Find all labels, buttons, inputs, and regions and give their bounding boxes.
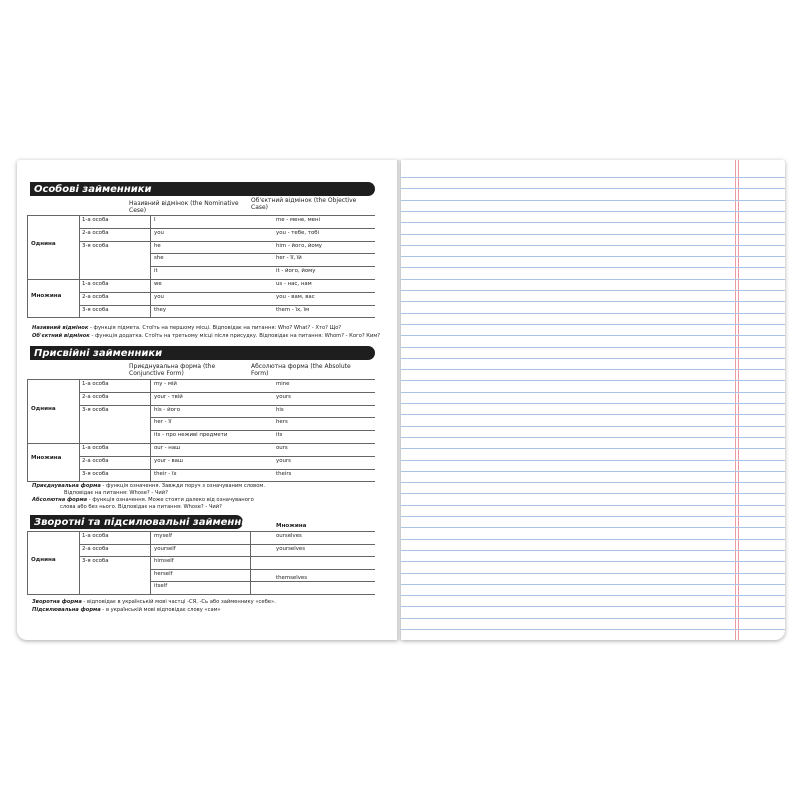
pronoun-cell: I — [154, 217, 156, 223]
table-row-line — [79, 556, 375, 557]
table-row-line — [79, 305, 375, 306]
ruled-line — [401, 290, 785, 291]
person-cell: 3-я особа — [82, 242, 109, 249]
pronoun-form-cell: you - тебе, тобі — [276, 229, 320, 236]
pronoun-cell: our - наш — [154, 445, 181, 451]
table-row-line — [79, 228, 375, 229]
person-cell: 3-я особа — [82, 306, 109, 313]
pronoun-form-cell: hers — [276, 419, 288, 426]
section-title: Зворотні та підсилювальні займенники — [34, 516, 263, 528]
ruled-line — [401, 358, 785, 359]
ruled-line — [401, 527, 785, 528]
section-title-bar — [30, 346, 375, 360]
ruled-line — [401, 516, 785, 517]
pronoun-form-cell: yours — [276, 393, 291, 400]
pronoun-cell: its - про неживі предмети — [154, 432, 228, 439]
pronoun-cell: herself — [154, 570, 173, 577]
ruled-line — [401, 539, 785, 540]
ruled-line — [401, 493, 785, 494]
table-row-line — [79, 456, 375, 457]
pronoun-form-cell: ourselves — [276, 533, 302, 539]
ruled-line — [401, 403, 785, 404]
ruled-line — [401, 606, 785, 607]
singular-label: Однина — [31, 241, 56, 247]
column-header: Приєднувальна форма (the Conjunctive Form) — [129, 363, 216, 377]
column-header: Об'єктний відмінок (the Objective Case) — [251, 197, 357, 211]
singular-label: Однина — [31, 406, 56, 412]
pronoun-cell: yourself — [154, 545, 176, 552]
person-cell: 1-а особа — [82, 533, 109, 539]
ruled-line — [401, 369, 785, 370]
table-col-line — [79, 215, 80, 317]
ruled-line — [401, 211, 785, 212]
note-line: Приєднувальна форма - функція означення. Завжди поруч з означуваним словом. — [32, 483, 265, 489]
table-col-line — [150, 215, 151, 317]
section-title-bar — [30, 182, 375, 196]
table-row-line — [150, 266, 375, 267]
ruled-line — [401, 595, 785, 596]
person-cell: 1-а особа — [82, 381, 109, 387]
pronoun-form-cell: them - їх, їм — [276, 306, 310, 313]
ruled-line — [401, 256, 785, 257]
table-col-line — [79, 531, 80, 594]
ruled-line — [401, 471, 785, 472]
pronoun-cell: her - її — [154, 419, 172, 426]
ruled-line — [401, 347, 785, 348]
ruled-line — [401, 426, 785, 427]
margin-line — [738, 160, 739, 640]
pronoun-form-cell: him - його, йому — [276, 242, 322, 249]
note-line: Відповідає на питання: Whose? - Чий? — [64, 490, 168, 496]
pronoun-form-cell: theirs — [276, 470, 292, 477]
plural-label: Множина — [31, 293, 62, 299]
person-cell: 1-а особа — [82, 281, 109, 287]
pronoun-form-cell: yours — [276, 457, 291, 464]
ruled-line — [401, 414, 785, 415]
ruled-line — [401, 245, 785, 246]
ruled-line — [401, 335, 785, 336]
pronoun-form-cell: me - мене, мені — [276, 217, 320, 223]
pronoun-form-cell: its — [276, 432, 283, 439]
ruled-line — [401, 561, 785, 562]
ruled-line — [401, 448, 785, 449]
pronoun-cell: himself — [154, 558, 174, 564]
ruled-line — [401, 550, 785, 551]
plural-header: Множина — [276, 523, 307, 529]
table-col-line — [27, 379, 28, 481]
ruled-line — [401, 392, 785, 393]
table-row-line — [79, 469, 375, 470]
pronoun-cell: your - твій — [154, 393, 183, 400]
ruled-line — [401, 222, 785, 223]
ruled-line — [401, 188, 785, 189]
table-col-line — [150, 531, 151, 594]
ruled-line — [401, 324, 785, 325]
pronoun-form-cell: it - його, йому — [276, 268, 316, 275]
ruled-line — [401, 460, 785, 461]
person-cell: 3-я особа — [82, 470, 109, 477]
pronoun-cell: we — [154, 281, 162, 287]
pronoun-form-cell: yourselves — [276, 545, 306, 552]
pronoun-cell: you — [154, 293, 164, 300]
pronoun-form-cell: his — [276, 406, 284, 413]
section-title: Особові займенники — [34, 183, 152, 195]
table-col-line — [27, 531, 28, 594]
singular-label: Однина — [31, 557, 56, 563]
note-line: Підсилювальна форма - в українській мові відповідає слову «сам» — [32, 607, 221, 613]
ruled-line — [401, 234, 785, 235]
right-page-lined — [401, 160, 785, 640]
table-col-line — [27, 215, 28, 317]
note-line: Називний відмінок - функція підмета. Стоїть на першому місці. Відповідає на питання: Who? What? - Хто? Що? — [32, 325, 342, 331]
table-row-line — [27, 594, 375, 595]
table-row-line — [150, 581, 375, 582]
person-cell: 2-а особа — [82, 457, 109, 464]
section-title: Присвійні займенники — [34, 347, 163, 359]
note-line: слова або без нього. Відповідає на питання: Whose? - Чий? — [60, 504, 222, 510]
pronoun-form-cell: themselves — [276, 574, 308, 581]
pronoun-form-cell: ours — [276, 445, 288, 451]
table-row-line — [150, 417, 375, 418]
ruled-line — [401, 618, 785, 619]
section-title-bar — [30, 515, 263, 529]
pronoun-cell: it — [154, 268, 158, 275]
table-col-line — [79, 379, 80, 481]
pronoun-cell: myself — [154, 533, 172, 539]
margin-line — [735, 160, 736, 640]
table-col-line — [150, 379, 151, 481]
ruled-line — [401, 301, 785, 302]
pronoun-form-cell: us - нас, нам — [276, 281, 312, 287]
pronoun-cell: their - їх — [154, 470, 177, 477]
table-col-line — [250, 531, 251, 594]
column-header: Абсолютна форма (the Absolute Form) — [251, 363, 351, 377]
ruled-line — [401, 629, 785, 630]
ruled-line — [401, 482, 785, 483]
pronoun-cell: my - мій — [154, 381, 177, 387]
pronoun-cell: his - його — [154, 406, 181, 413]
person-cell: 2-а особа — [82, 229, 109, 236]
ruled-line — [401, 505, 785, 506]
note-line: Абсолютна форма - функція означення. Може стояти далеко від означуваного — [32, 497, 254, 503]
ruled-line — [401, 380, 785, 381]
table-row-line — [27, 317, 375, 318]
pronoun-cell: you — [154, 229, 164, 236]
ruled-line — [401, 573, 785, 574]
person-cell: 2-а особа — [82, 545, 109, 552]
person-cell: 3-я особа — [82, 558, 109, 564]
person-cell: 1-а особа — [82, 445, 109, 451]
pronoun-cell: they — [154, 306, 167, 313]
ruled-line — [401, 437, 785, 438]
ruled-line — [401, 584, 785, 585]
table-row-line — [79, 241, 375, 242]
plural-label: Множина — [31, 455, 62, 461]
ruled-line — [401, 313, 785, 314]
pronoun-cell: he — [154, 242, 161, 249]
table-row-line — [79, 405, 375, 406]
table-row-line — [150, 253, 375, 254]
person-cell: 2-а особа — [82, 293, 109, 300]
pronoun-form-cell: her - її, їй — [276, 255, 302, 262]
ruled-line — [401, 177, 785, 178]
person-cell: 2-а особа — [82, 393, 109, 400]
ruled-line — [401, 200, 785, 201]
column-header: Називний відмінок (the Nominative Cese) — [129, 200, 239, 214]
table-row-line — [150, 569, 375, 570]
note-line: Зворотна форма - відповідає в українській мові частці -СЯ, -Сь або займеннику «себе». — [32, 599, 276, 605]
ruled-line — [401, 267, 785, 268]
pronoun-form-cell: you - вам, вас — [276, 293, 315, 300]
pronoun-cell: she — [154, 255, 164, 262]
person-cell: 3-я особа — [82, 406, 109, 413]
ruled-line — [401, 279, 785, 280]
table-row-line — [79, 292, 375, 293]
pronoun-cell: your - ваш — [154, 457, 183, 464]
pronoun-cell: itself — [154, 583, 168, 589]
table-row-line — [79, 392, 375, 393]
table-row-line — [79, 544, 375, 545]
note-line: Об'єктний відмінок - функція додатка. Стоїть на третьому місці після присудку. Відповідає на питання: Whom? - Кого? Ким? — [32, 333, 381, 339]
person-cell: 1-а особа — [82, 217, 109, 223]
pronoun-form-cell: mine — [276, 381, 290, 387]
